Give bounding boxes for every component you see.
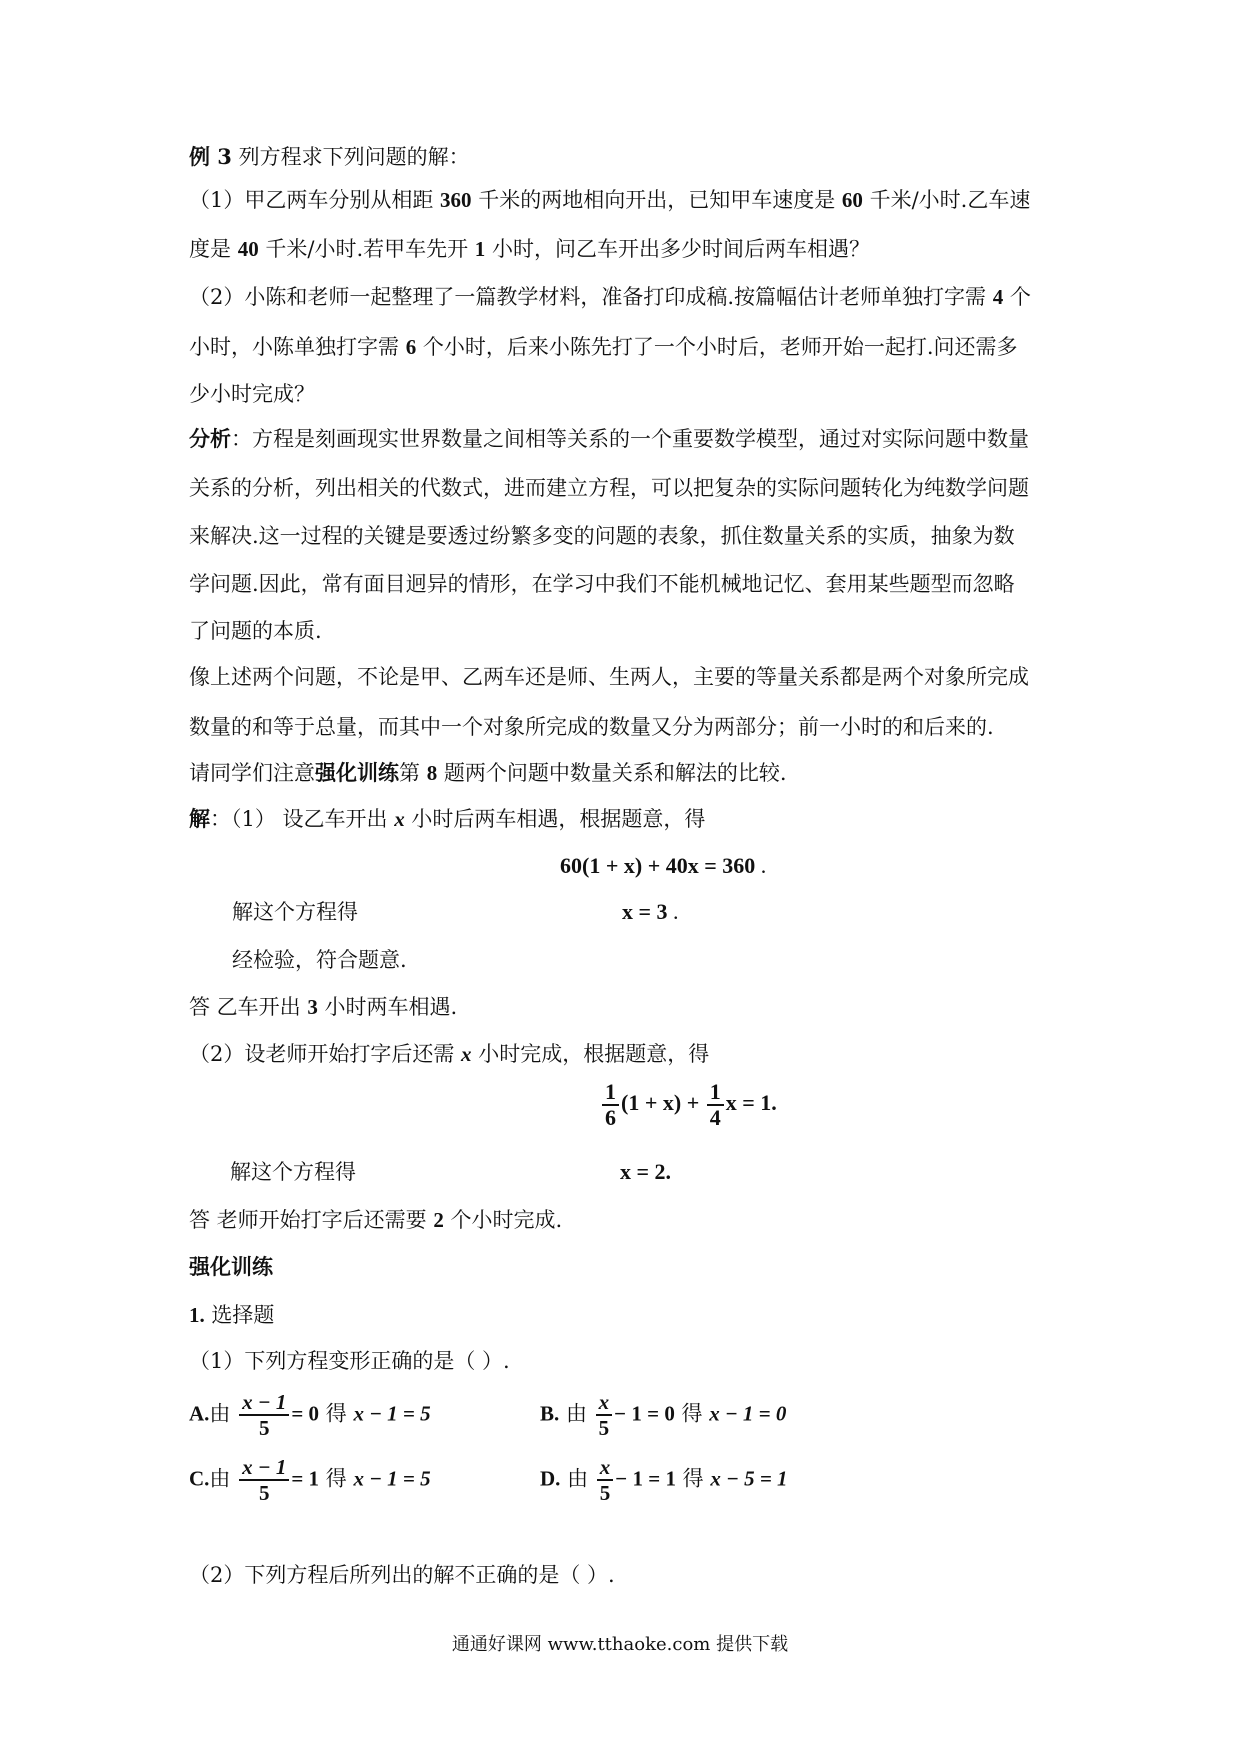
solution-1-result: x = 3 . xyxy=(622,899,679,924)
option-a[interactable]: A.由 $\frac{x - 1}{5}$ = 0 得 x − 1 = 5 xyxy=(189,1390,431,1440)
option-b[interactable]: B. 由 $\frac{x}{5}$ − 1 = 0 得 x − 1 = 0 xyxy=(540,1390,787,1440)
analysis-line-2: 关系的分析，列出相关的代数式，进而建立方程，可以把复杂的实际问题转化为纯数学问题 xyxy=(189,476,1029,500)
option-d-fraction: $\frac{x}{5}$ xyxy=(597,1455,614,1505)
analysis-line-3: 来解决.这一过程的关键是要透过纷繁多变的问题的表象，抓住数量关系的实质，抽象为数 xyxy=(189,524,1015,548)
analysis-line-5: 了问题的本质. xyxy=(189,619,322,643)
solution-2-intro: （2）设老师开始打字后还需 x 小时完成，根据题意，得 xyxy=(189,1042,710,1066)
solution-1-check: 经检验，符合题意. xyxy=(232,948,407,972)
question-1-line-1: （1）甲乙两车分别从相距 360 千米的两地相向开出，已知甲车速度是 60 千米/小时.乙车速 xyxy=(189,188,1031,212)
example-prompt: 列方程求下列问题的解： xyxy=(238,145,470,169)
solution-2-equation: $\frac{1}{6}$ (1 + x) + $\frac{1}{4}$ x = 1. xyxy=(600,1080,777,1130)
solution-1-intro: 解：（1） 设乙车开出 x 小时后两车相遇，根据题意，得 xyxy=(189,806,706,831)
paragraph-3: 请同学们注意强化训练第 8 题两个问题中数量关系和解法的比较. xyxy=(189,760,787,785)
option-c[interactable]: C.由 $\frac{x - 1}{5}$ = 1 得 x − 1 = 5 xyxy=(189,1455,431,1505)
question-1-line-2: 度是 40 千米/小时.若甲车先开 1 小时，问乙车开出多少时间后两车相遇？ xyxy=(189,237,870,261)
solution-2-solve-label: 解这个方程得 xyxy=(230,1160,356,1184)
solution-2-result: x = 2. xyxy=(620,1159,672,1184)
question-2-line-1: （2）小陈和老师一起整理了一篇教学材料，准备打印成稿.按篇幅估计老师单独打字需 4 个 xyxy=(189,285,1031,309)
training-title: 强化训练 xyxy=(189,1254,273,1279)
training-reference: 强化训练 xyxy=(315,760,399,785)
option-c-fraction: $\frac{x - 1}{5}$ xyxy=(239,1455,289,1505)
option-d[interactable]: D. 由 $\frac{x}{5}$ − 1 = 1 得 x − 5 = 1 xyxy=(540,1455,788,1505)
question-2-line-3: 少小时完成？ xyxy=(189,382,315,406)
option-b-fraction: $\frac{x}{5}$ xyxy=(596,1390,613,1440)
training-question-2: （2）下列方程后所列出的解不正确的是（ ）. xyxy=(189,1563,615,1587)
option-a-fraction: $\frac{x - 1}{5}$ xyxy=(239,1390,289,1440)
solution-1-equation: 60(1 + x) + 40x = 360 . xyxy=(560,853,767,878)
fraction-one-fourth: $\frac{1}{4}$ xyxy=(707,1080,724,1130)
question-2-line-2: 小时，小陈单独打字需 6 个小时，后来小陈先打了一个小时后，老师开始一起打.问还需多 xyxy=(189,335,1018,359)
section-1-heading: 1. 选择题 xyxy=(189,1303,275,1327)
analysis-line-1: 分析：方程是刻画现实世界数量之间相等关系的一个重要数学模型，通过对实际问题中数量 xyxy=(189,426,1029,451)
example-label: 例 3 xyxy=(189,144,232,169)
analysis-line-4: 学问题.因此，常有面目迥异的情形，在学习中我们不能机械地记忆、套用某些题型而忽略 xyxy=(189,572,1015,596)
solution-1-solve-label: 解这个方程得 xyxy=(232,900,358,924)
paragraph-2-line-1: 像上述两个问题，不论是甲、乙两车还是师、生两人，主要的等量关系都是两个对象所完成 xyxy=(189,665,1029,689)
training-question-1: （1）下列方程变形正确的是（ ）. xyxy=(189,1349,510,1373)
solution-label: 解 xyxy=(189,806,210,831)
footer-credit: 通通好课网 www.tthaoke.com 提供下载 xyxy=(451,1634,789,1655)
solution-2-answer: 答 老师开始打字后还需要 2 个小时完成. xyxy=(189,1208,563,1232)
solution-1-answer: 答 乙车开出 3 小时两车相遇. xyxy=(189,995,458,1019)
fraction-one-sixth: $\frac{1}{6}$ xyxy=(602,1080,619,1130)
paragraph-2-line-2: 数量的和等于总量，而其中一个对象所完成的数量又分为两部分；前一小时的和后来的. xyxy=(189,715,994,739)
example-3-heading xyxy=(189,143,470,171)
analysis-label: 分析 xyxy=(189,426,231,451)
